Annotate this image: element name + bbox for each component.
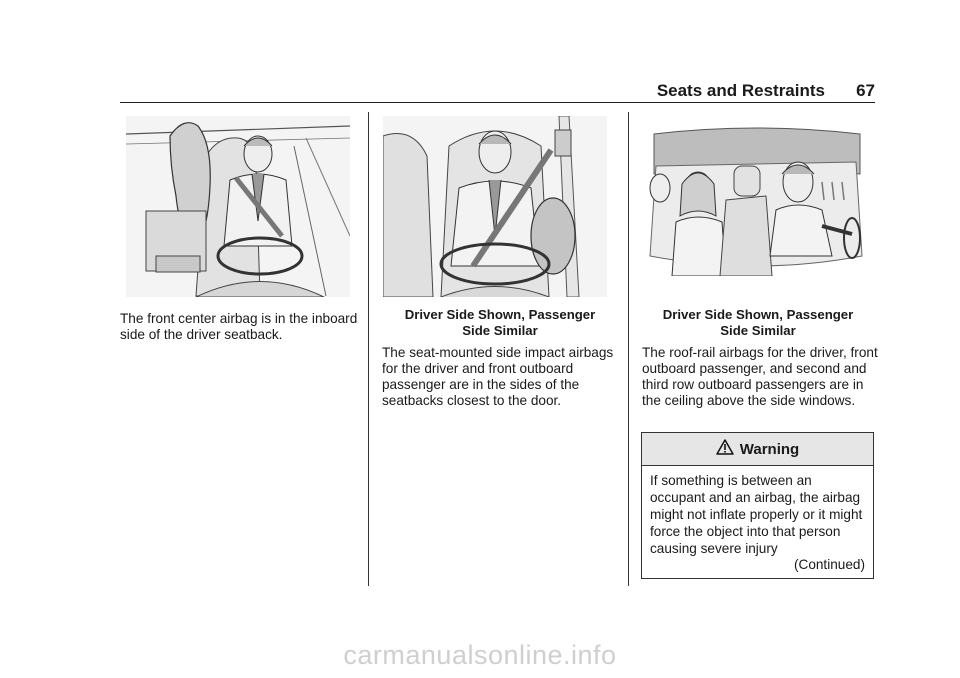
warning-box — [641, 432, 874, 579]
column-divider-1 — [368, 112, 369, 586]
seat-side-airbag-text: The seat-mounted side impact airbags for the driver and front outboard passenger are in the sides of the seatbacks closest to the door. — [382, 345, 614, 408]
seat-side-airbag-caption — [380, 307, 620, 339]
page-header — [120, 81, 875, 103]
warning-triangle-icon — [716, 439, 734, 460]
section-title: Seats and Restraints — [656, 81, 825, 100]
seat-side-airbag-illustration — [383, 116, 607, 297]
continued-label: (Continued) — [793, 557, 865, 572]
column-divider-2 — [628, 112, 629, 586]
caption-line-1: Driver Side Shown, Passenger — [404, 307, 596, 322]
page-number: 67 — [856, 81, 875, 100]
warning-header — [642, 433, 873, 466]
front-center-airbag-text: The front center airbag is in the inboard side of the driver seatback. — [120, 311, 358, 342]
caption-line-2: Side Similar — [462, 323, 538, 338]
watermark: carmanualsonline.info — [343, 640, 617, 670]
roof-rail-airbag-text: The roof-rail airbags for the driver, front outboard passenger, and second and third row outboard passengers are in the ceiling above the side windows. — [642, 345, 878, 408]
roof-rail-airbag-caption — [640, 307, 876, 339]
header-rule — [120, 102, 875, 103]
caption-line-2: Side Similar — [720, 323, 796, 338]
front-center-airbag-illustration — [126, 116, 350, 297]
caption-line-1: Driver Side Shown, Passenger — [662, 307, 854, 322]
warning-title: Warning — [739, 440, 800, 458]
roof-rail-airbag-illustration — [646, 126, 866, 276]
warning-text: If something is between an occupant and an airbag, the airbag might not inflate properly or it might force the object into that person causing severe injury — [650, 473, 863, 556]
